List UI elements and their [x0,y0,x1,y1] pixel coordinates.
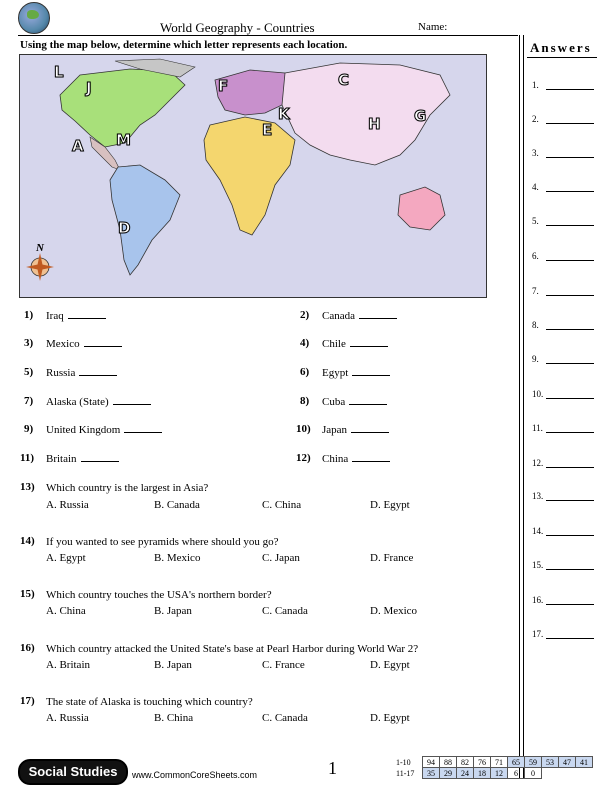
answer-blank[interactable] [84,346,122,347]
score-row-label: 1-10 [396,757,411,767]
map-letter-l: L [54,63,64,81]
map-letter-g: G [414,107,427,125]
option-c[interactable]: C. France [262,659,305,671]
question-text: Mexico [46,338,122,350]
compass-rose-icon [26,253,54,281]
option-b[interactable]: B. Japan [154,605,192,617]
map-letter-c: C [338,71,350,89]
question-text: China [322,453,390,465]
score-table [396,756,593,779]
question-text: Which country is the largest in Asia? [46,482,209,494]
score-row-label: 11-17 [396,768,415,778]
question-number: 13) [20,481,35,493]
score-cell: 71 [491,757,508,768]
compass-north-label: N [36,242,44,254]
question-number: 3) [24,337,34,349]
question-number: 6) [300,366,310,378]
score-cell: 41 [576,757,593,768]
question-number: 1) [24,309,34,321]
map-africa [204,117,295,235]
map-letter-h: H [368,115,381,133]
answer-line[interactable]: 8. [532,320,596,330]
option-a[interactable]: A. Egypt [46,552,86,564]
answer-blank[interactable] [350,346,388,347]
question-text: Which country touches the USA's northern border? [46,589,272,601]
option-c[interactable]: C. China [262,499,302,511]
map-letter-m: M [116,131,131,149]
score-cell: 65 [508,757,525,768]
answer-blank[interactable] [113,404,151,405]
answer-line[interactable]: 9. [532,354,596,364]
option-a[interactable]: A. Britain [46,659,90,671]
score-cell: 0 [525,768,542,779]
answer-line[interactable]: 7. [532,286,596,296]
answer-line[interactable]: 11. [532,423,596,433]
question-number: 11) [20,452,35,464]
score-cell: 24 [457,768,474,779]
question-text: Britain [46,453,119,465]
map-letter-k: K [278,105,290,123]
option-a[interactable]: A. China [46,605,86,617]
question-text: Iraq [46,310,106,322]
score-cell: 18 [474,768,491,779]
answer-blank[interactable] [351,432,389,433]
header-divider [18,35,518,36]
option-c[interactable]: C. Canada [262,605,308,617]
option-a[interactable]: A. Russia [46,712,89,724]
answer-line[interactable]: 6. [532,251,596,261]
world-map [19,54,487,298]
score-cell: 59 [525,757,542,768]
option-d[interactable]: D. France [370,552,414,564]
map-australia [398,187,445,230]
answer-column-divider [519,35,524,779]
answer-blank[interactable] [352,461,390,462]
question-number: 4) [300,337,310,349]
score-cell: 82 [457,757,474,768]
question-number: 9) [24,423,34,435]
option-d[interactable]: D. Egypt [370,712,410,724]
option-b[interactable]: B. China [154,712,194,724]
map-letter-f: F [218,77,229,95]
question-text: Egypt [322,367,390,379]
answer-line[interactable]: 16. [532,595,596,605]
question-text: Cuba [322,396,387,408]
question-text: Alaska (State) [46,396,151,408]
question-number: 15) [20,588,35,600]
answer-blank[interactable] [81,461,119,462]
option-b[interactable]: B. Japan [154,659,192,671]
option-d[interactable]: D. Mexico [370,605,418,617]
question-number: 5) [24,366,34,378]
question-number: 12) [296,452,311,464]
question-text: Chile [322,338,388,350]
name-label: Name: [418,21,448,33]
score-cell: 94 [423,757,440,768]
answer-line[interactable]: 12. [532,458,596,468]
score-cell: 29 [440,768,457,779]
score-cell: 47 [559,757,576,768]
question-number: 14) [20,535,35,547]
map-letter-a: A [72,137,84,155]
question-text: Japan [322,424,389,436]
score-cell: 6 [508,768,525,779]
question-number: 8) [300,395,310,407]
question-number: 17) [20,695,35,707]
answers-title-rule [527,57,597,58]
map-letter-e: E [262,121,273,139]
score-row [396,768,593,779]
score-cell: 12 [491,768,508,779]
option-c[interactable]: C. Canada [262,712,308,724]
answer-line[interactable]: 1. [532,80,596,90]
question-number: 16) [20,642,35,654]
site-url[interactable]: www.CommonCoreSheets.com [132,770,258,780]
option-b[interactable]: B. Canada [154,499,200,511]
question-text: If you wanted to see pyramids where should you go? [46,536,279,548]
score-cell: 76 [474,757,491,768]
answer-line[interactable]: 13. [532,491,596,501]
question-number: 7) [24,395,34,407]
question-number: 10) [296,423,311,435]
option-d[interactable]: D. Egypt [370,659,410,671]
instructions: Using the map below, determine which letter represents each location. [20,39,348,51]
answer-line[interactable]: 5. [532,216,596,226]
answer-blank[interactable] [352,375,390,376]
page-number: 1 [328,758,337,778]
question-text: Canada [322,310,397,322]
question-text: United Kingdom [46,424,162,436]
answers-title: Answers [530,40,592,55]
answer-line[interactable]: 3. [532,148,596,158]
score-cell: 35 [423,768,440,779]
option-a[interactable]: A. Russia [46,499,89,511]
question-text: Russia [46,367,117,379]
question-text: The state of Alaska is touching which country? [46,696,253,708]
answer-line[interactable]: 17. [532,629,596,639]
answer-line[interactable]: 4. [532,182,596,192]
subject-badge: Social Studies [18,759,128,785]
answer-blank[interactable] [79,375,117,376]
answer-line[interactable]: 15. [532,560,596,570]
question-number: 2) [300,309,310,321]
answer-blank[interactable] [359,318,397,319]
question-text: Which country attacked the United State's base at Pearl Harbor during World War 2? [46,643,419,655]
answer-blank[interactable] [349,404,387,405]
score-cell: 88 [440,757,457,768]
worksheet-title: World Geography - Countries [160,20,315,35]
answer-line[interactable]: 2. [532,114,596,124]
map-letter-d: D [118,219,131,237]
option-c[interactable]: C. Japan [262,552,300,564]
answer-blank[interactable] [68,318,106,319]
globe-icon [18,2,50,34]
score-row [396,757,593,768]
answer-line[interactable]: 14. [532,526,596,536]
option-b[interactable]: B. Mexico [154,552,201,564]
score-cell: 53 [542,757,559,768]
option-d[interactable]: D. Egypt [370,499,410,511]
map-letter-j: J [86,79,92,97]
answer-blank[interactable] [124,432,162,433]
answer-line[interactable]: 10. [532,389,596,399]
